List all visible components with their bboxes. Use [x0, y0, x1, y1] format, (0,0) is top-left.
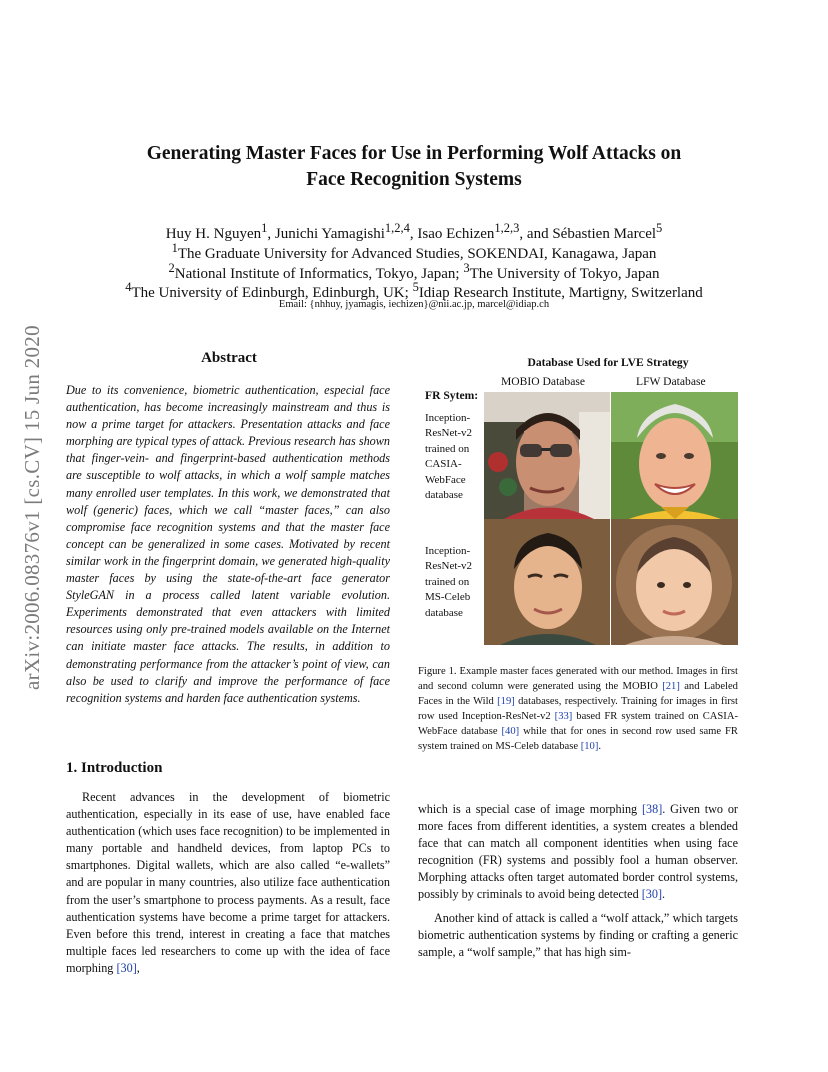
caption-text: based FR system trained on CASIA-WebFace database: [418, 711, 739, 738]
row-label-line: trained on: [425, 575, 470, 588]
affiliation-superscript: 1: [171, 241, 178, 255]
introduction-paragraph: [66, 789, 390, 977]
paragraph: [418, 801, 738, 904]
paper-title: [80, 141, 748, 193]
master-face-image-mobio-msceleb: [484, 519, 610, 645]
title-line-1: Generating Master Faces for Use in Performing Wolf Attacks on: [146, 143, 682, 164]
master-face-image-lfw-msceleb: [611, 519, 738, 645]
citation-link[interactable]: [33]: [554, 711, 573, 723]
caption-text: databases, respectively. Training for images in first row used Inception-ResNet-v2: [418, 696, 739, 723]
master-face-image-mobio-casia: [484, 392, 610, 519]
author-name: , Isao Echizen: [409, 226, 495, 242]
row-label-line: MS-Celeb: [425, 591, 471, 604]
author-superscript: 5: [656, 221, 663, 235]
citation-link[interactable]: [38]: [641, 802, 663, 816]
citation-link[interactable]: [30]: [116, 960, 137, 975]
row-label-line: database: [425, 489, 463, 502]
affiliation-text: The Graduate University for Advanced Studies, SOKENDAI, Kanagawa, Japan: [177, 246, 657, 262]
affiliation-text: National Institute of Informatics, Tokyo, Japan;: [174, 266, 464, 282]
abstract-heading: Abstract: [201, 350, 257, 366]
figure-title: Database Used for LVE Strategy: [527, 356, 689, 369]
affiliation-superscript: 5: [412, 280, 419, 294]
citation-link[interactable]: [10]: [580, 741, 599, 753]
citation-link[interactable]: [21]: [662, 681, 680, 693]
figure-row-label-msceleb: [425, 544, 472, 621]
master-face-image-lfw-casia: [611, 392, 738, 519]
abstract-body: Due to its convenience, biometric authentication, especial face authentication, has become increasingly mainstream and thus is now a prime target for attackers. Presentation attacks and face morphing are typical types of attack. Previous research has shown that finger-vein- and fingerprint-based authentication methods are susceptible to wolf attacks, in which a wolf sample matches many enrolled user templates. In this work, we demonstrated that wolf (generic) faces, which we call “master faces,” can also compromise face recognition systems and that the master face concept can be generalized in some cases. Motivated by recent similar work in the fingerprint domain, we generated high-quality master faces by using the state-of-the-art face generator StyleGAN in a process called latent variable evolution. Experiments demonstrated that even attackers with limited resources using only pre-trained models available on the Internet can initiate master face attacks. The results, in addition to demonstrating performance from the attacker’s point of view, can also be used to clarify and improve the performance of face recognition systems and harden face authentication systems.: [66, 383, 390, 705]
author-name: Huy H. Nguyen: [165, 226, 262, 242]
figure-column-header-lfw: LFW Database: [636, 375, 706, 388]
author-name: , and Sébastien Marcel: [519, 226, 657, 242]
paragraph-text: .: [662, 887, 666, 902]
right-column-text: [418, 801, 738, 961]
row-label-line: trained on: [425, 442, 470, 455]
paragraph-text: . Given two or more faces from different identities, a system creates a blended face that can match all component identities when using face recognition (FR) systems and possibly fool a human observer. Morphing attacks often target automated border control systems, possibly by criminals to avoid being detected: [418, 802, 738, 902]
caption-text: .: [598, 741, 602, 753]
citation-link[interactable]: [40]: [501, 726, 520, 738]
paragraph-text: Recent advances in the development of biometric authentication, especially in its ease of use, have enabled face authentication (which uses face recognition) to be implemented in many portable and handheld devices, from laptop PCs to smartphones. Digital wallets, which are also called “e-wallets” and are popular in many countries, also utilize face authentication from the user’s smartphone to process payments. As a result, face authentication systems have become a prime target for attackers. Even before this trend, interest in creating a face that matches multiple faces led researchers to come up with the idea of face morphing: [66, 790, 390, 975]
contact-email: Email: {nhhuy, jyamagis, iechizen}@nii.ac.jp, marcel@idiap.ch: [278, 299, 550, 310]
arxiv-identifier: arXiv:2006.08376v1 [cs.CV] 15 Jun 2020: [20, 325, 44, 690]
row-label-line: WebFace: [425, 473, 466, 486]
row-label-line: Inception-: [425, 545, 471, 557]
caption-text: and Labeled Faces in the Wild: [418, 681, 738, 708]
figure-column-header-mobio: MOBIO Database: [501, 375, 586, 388]
figure-fr-system-label: FR Sytem:: [425, 389, 479, 402]
affiliation-text: The University of Edinburgh, Edinburgh, UK;: [131, 285, 413, 301]
citation-link[interactable]: [30]: [641, 887, 663, 902]
row-label-line: Inception-: [425, 412, 471, 424]
figure-caption: [418, 664, 738, 755]
affiliation-text: The University of Tokyo, Japan: [469, 266, 660, 282]
author-superscript: 1,2,3: [494, 221, 520, 235]
paragraph: Another kind of attack is called a “wolf attack,” which targets biometric authentication systems by finding or crafting a generic sample, a “wolf sample,” that has high sim-: [418, 910, 738, 959]
paragraph-text: ,: [136, 960, 140, 975]
author-name: , Junichi Yamagishi: [267, 226, 385, 242]
figure-row-label-casia: [425, 411, 472, 503]
title-line-2: Face Recognition Systems: [306, 169, 522, 190]
section-heading-introduction: 1. Introduction: [66, 760, 163, 776]
paragraph-text: which is a special case of image morphing: [418, 802, 642, 816]
affiliation-superscript: 2: [168, 261, 175, 275]
affiliation-superscript: 3: [463, 261, 470, 275]
row-label-line: database: [425, 606, 463, 619]
row-label-line: ResNet-v2: [425, 427, 473, 440]
caption-text: Figure 1. Example master faces generated with our method. Images in first and second column were generated using the MOBIO: [418, 666, 738, 693]
row-label-line: CASIA-: [425, 458, 462, 471]
citation-link[interactable]: [19]: [497, 696, 515, 708]
affiliation-text: Idiap Research Institute, Martigny, Switzerland: [418, 285, 703, 301]
affiliation-superscript: 4: [125, 280, 132, 294]
author-superscript: 1,2,4: [384, 221, 410, 235]
caption-text: while that for ones in second row used same FR system trained on MS-Celeb database: [418, 726, 738, 753]
author-superscript: 1: [261, 221, 268, 235]
row-label-line: ResNet-v2: [425, 560, 473, 573]
